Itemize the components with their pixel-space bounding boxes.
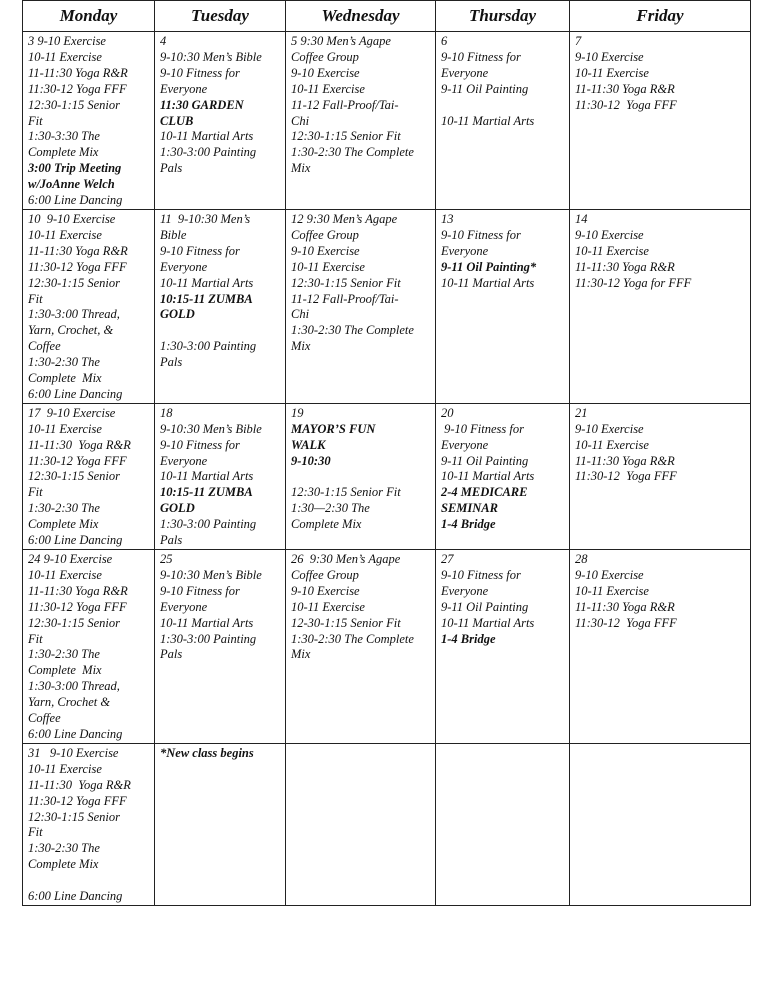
schedule-line: 6:00 Line Dancing: [28, 726, 123, 741]
schedule-line: 1:30-3:30 The: [28, 129, 100, 144]
schedule-line: Coffee Group: [291, 227, 359, 242]
schedule-line: Coffee: [28, 339, 61, 354]
day-cell: [570, 550, 751, 744]
day-cell: [570, 403, 751, 549]
schedule-line: 10-11 Exercise: [28, 567, 102, 582]
schedule-line: 14: [575, 211, 588, 226]
schedule-line: Everyone: [441, 583, 489, 598]
schedule-line: Pals: [160, 161, 183, 176]
day-cell: [286, 403, 436, 549]
schedule-line: 12-30-1:15 Senior Fit: [291, 615, 401, 630]
schedule-line: 10-11 Martial Arts: [441, 275, 535, 290]
day-cell: [23, 743, 155, 905]
schedule-line: 2-4 MEDICARE: [441, 485, 528, 500]
day-cell: [23, 550, 155, 744]
schedule-line: 10:15-11 ZUMBA: [160, 485, 253, 500]
schedule-line: 7: [575, 34, 582, 48]
schedule-line: 25: [160, 552, 173, 566]
schedule-line: [160, 323, 281, 339]
day-cell: [155, 209, 286, 403]
schedule-line: 11:30-12 Yoga FFF: [28, 793, 127, 808]
schedule-line: Mix: [291, 339, 311, 354]
day-header-friday: Friday: [570, 1, 751, 32]
schedule-line: 11-11:30 Yoga R&R: [575, 81, 675, 96]
calendar-table: [22, 0, 751, 906]
schedule-line: 11-11:30 Yoga R&R: [575, 599, 675, 614]
schedule-line: 9-10 Fitness for: [160, 65, 240, 80]
schedule-line: 9-10 Fitness for: [441, 227, 521, 242]
schedule-line: 1:30-3:00 Painting: [160, 631, 257, 646]
schedule-line: 6:00 Line Dancing: [28, 533, 123, 548]
schedule-line: Fit: [28, 291, 43, 306]
day-cell: [436, 743, 570, 905]
schedule-line: 9-10 Exercise: [575, 227, 644, 242]
schedule-line: 6:00 Line Dancing: [28, 386, 123, 401]
schedule-line: 10-11 Exercise: [28, 227, 102, 242]
schedule-line: 9-10:30 Men’s Bible: [160, 567, 262, 582]
schedule-line: 4: [160, 34, 167, 48]
day-cell: [155, 550, 286, 744]
schedule-line: 20: [441, 405, 454, 420]
schedule-line: 12:30-1:15 Senior Fit: [291, 275, 401, 290]
schedule-line: 6: [441, 34, 448, 48]
schedule-line: 10-11 Martial Arts: [441, 113, 535, 128]
schedule-line: Bible: [160, 227, 187, 242]
schedule-line: 27: [441, 552, 454, 566]
day-cell: [436, 403, 570, 549]
week-row: [23, 403, 751, 549]
schedule-line: 9-10:30 Men’s Bible: [160, 421, 262, 436]
schedule-line: 10-11 Martial Arts: [160, 275, 254, 290]
schedule-line: Everyone: [441, 243, 489, 258]
schedule-line: 9-10 Fitness for: [441, 567, 521, 582]
schedule-line: 17 9-10 Exercise: [28, 405, 116, 420]
schedule-line: 12 9:30 Men’s Agape: [291, 211, 398, 226]
schedule-line: 11:30-12 Yoga FFF: [575, 97, 677, 112]
schedule-line: 6:00 Line Dancing: [28, 193, 123, 208]
schedule-line: 18: [160, 405, 173, 420]
schedule-line: Yarn, Crochet, &: [28, 323, 114, 338]
schedule-line: 11 9-10:30 Men’s: [160, 211, 251, 226]
schedule-line: 10-11 Exercise: [575, 437, 649, 452]
schedule-line: Pals: [160, 533, 183, 548]
week-row: [23, 550, 751, 744]
schedule-line: 9-10:30 Men’s Bible: [160, 49, 262, 64]
schedule-line: 1:30—2:30 The: [291, 501, 370, 516]
day-cell: [570, 209, 751, 403]
schedule-line: 10-11 Exercise: [28, 421, 102, 436]
schedule-line: Everyone: [160, 81, 208, 96]
schedule-line: GOLD: [160, 307, 195, 322]
schedule-line: 26 9:30 Men’s Agape: [291, 552, 401, 566]
schedule-line: 1:30-2:30 The: [28, 841, 100, 856]
schedule-line: 9-11 Oil Painting: [441, 81, 529, 96]
week-row: [23, 743, 751, 905]
schedule-line: MAYOR’S FUN: [291, 421, 376, 436]
schedule-line: 10-11 Martial Arts: [441, 469, 535, 484]
schedule-line: 9-10 Exercise: [575, 49, 644, 64]
schedule-line: Mix: [291, 161, 311, 176]
schedule-line: 10:15-11 ZUMBA: [160, 291, 253, 306]
schedule-line: Fit: [28, 631, 43, 646]
week-row: [23, 209, 751, 403]
schedule-line: 11-11:30 Yoga R&R: [28, 777, 131, 792]
schedule-line: 1:30-2:30 The Complete: [291, 631, 414, 646]
schedule-line: 11:30-12 Yoga FFF: [28, 453, 127, 468]
schedule-line: 9-11 Oil Painting: [441, 453, 529, 468]
schedule-line: [441, 98, 565, 114]
schedule-line: 9-11 Oil Painting*: [441, 259, 537, 274]
day-cell: [570, 32, 751, 210]
schedule-line: Fit: [28, 825, 43, 840]
schedule-line: Complete Mix: [28, 145, 99, 160]
schedule-line: Everyone: [160, 599, 208, 614]
schedule-line: 1:30-2:30 The: [28, 501, 100, 516]
schedule-line: 10-11 Exercise: [291, 259, 365, 274]
schedule-line: 11-11:30 Yoga R&R: [28, 437, 131, 452]
schedule-line: 12:30-1:15 Senior Fit: [291, 485, 401, 500]
schedule-line: Complete Mix: [28, 517, 99, 532]
schedule-line: 11-11:30 Yoga R&R: [28, 65, 128, 80]
schedule-line: 10-11 Martial Arts: [441, 615, 535, 630]
schedule-line: 10-11 Martial Arts: [160, 615, 254, 630]
schedule-line: Everyone: [160, 259, 208, 274]
schedule-line: 9-10 Fitness for: [441, 421, 524, 436]
schedule-line: Coffee Group: [291, 49, 359, 64]
schedule-line: 12:30-1:15 Senior: [28, 97, 120, 112]
schedule-line: WALK: [291, 437, 326, 452]
schedule-line: Complete Mix: [28, 371, 102, 386]
schedule-line: 9-10 Fitness for: [441, 49, 521, 64]
schedule-line: 1:30-3:00 Thread,: [28, 307, 120, 322]
schedule-line: Coffee: [28, 711, 61, 726]
schedule-line: 12:30-1:15 Senior: [28, 275, 120, 290]
day-cell: [436, 209, 570, 403]
schedule-line: 10-11 Exercise: [575, 65, 649, 80]
schedule-line: 11:30-12 Yoga FFF: [28, 81, 127, 96]
schedule-line: 1-4 Bridge: [441, 631, 496, 646]
schedule-line: 9-10 Exercise: [291, 583, 360, 598]
schedule-line: 12:30-1:15 Senior: [28, 469, 120, 484]
schedule-line: 28: [575, 552, 588, 566]
schedule-line: Complete Mix: [291, 517, 362, 532]
schedule-line: 11-12 Fall-Proof/Tai-: [291, 97, 399, 112]
schedule-line: 11-11:30 Yoga R&R: [28, 583, 128, 598]
schedule-line: 3:00 Trip Meeting: [28, 161, 122, 176]
schedule-line: 11:30 GARDEN: [160, 97, 244, 112]
week-row: [23, 32, 751, 210]
day-cell: [155, 32, 286, 210]
schedule-line: Chi: [291, 307, 310, 322]
schedule-line: 10-11 Exercise: [28, 761, 102, 776]
schedule-line: 1:30-3:00 Painting: [160, 339, 257, 354]
day-cell: [286, 209, 436, 403]
day-cell: [436, 550, 570, 744]
schedule-line: 3 9-10 Exercise: [28, 34, 106, 48]
schedule-line: 24 9-10 Exercise: [28, 552, 113, 566]
day-cell: [23, 403, 155, 549]
schedule-line: [28, 873, 150, 889]
schedule-line: 6:00 Line Dancing: [28, 889, 123, 904]
schedule-line: 1-4 Bridge: [441, 517, 496, 532]
schedule-line: 13: [441, 211, 454, 226]
schedule-line: 12:30-1:15 Senior: [28, 809, 120, 824]
schedule-line: SEMINAR: [441, 501, 498, 516]
schedule-line: Mix: [291, 647, 311, 662]
schedule-line: Complete Mix: [28, 663, 102, 678]
schedule-line: Yarn, Crochet &: [28, 695, 111, 710]
schedule-line: 11:30-12 Yoga FFF: [28, 259, 127, 274]
schedule-line: 10-11 Exercise: [291, 81, 365, 96]
schedule-line: 10-11 Martial Arts: [160, 469, 254, 484]
schedule-line: 12:30-1:15 Senior Fit: [291, 129, 401, 144]
schedule-line: Fit: [28, 113, 43, 128]
schedule-line: 11:30-12 Yoga FFF: [28, 599, 127, 614]
schedule-line: 1:30-3:00 Thread,: [28, 679, 120, 694]
schedule-line: 9-10 Exercise: [575, 421, 644, 436]
schedule-line: 1:30-2:30 The: [28, 355, 100, 370]
schedule-line: 21: [575, 405, 588, 420]
schedule-line: 1:30-3:00 Painting: [160, 145, 257, 160]
schedule-line: 9-10 Exercise: [575, 567, 644, 582]
day-cell: [23, 32, 155, 210]
day-cell: [23, 209, 155, 403]
schedule-line: Pals: [160, 355, 183, 370]
schedule-line: 9-10 Fitness for: [160, 583, 240, 598]
schedule-line: 10-11 Exercise: [575, 243, 649, 258]
schedule-line: 12:30-1:15 Senior: [28, 615, 120, 630]
schedule-line: 9-10 Exercise: [291, 65, 360, 80]
day-cell: [286, 550, 436, 744]
schedule-line: 1:30-2:30 The Complete: [291, 145, 414, 160]
schedule-line: GOLD: [160, 501, 195, 516]
schedule-line: 11:30-12 Yoga FFF: [575, 615, 677, 630]
schedule-line: w/JoAnne Welch: [28, 177, 115, 192]
schedule-line: 11-11:30 Yoga R&R: [28, 243, 128, 258]
day-header-thursday: Thursday: [436, 1, 570, 32]
schedule-line: [291, 469, 431, 485]
schedule-line: 9-10 Exercise: [291, 243, 360, 258]
day-cell: [286, 743, 436, 905]
schedule-line: 9-10:30: [291, 453, 331, 468]
schedule-line: 11-12 Fall-Proof/Tai-: [291, 291, 399, 306]
schedule-line: 9-10 Fitness for: [160, 243, 240, 258]
day-cell: [436, 32, 570, 210]
schedule-line: 1:30-2:30 The Complete: [291, 323, 414, 338]
schedule-line: 31 9-10 Exercise: [28, 745, 119, 760]
schedule-line: 5 9:30 Men’s Agape: [291, 34, 391, 48]
schedule-line: 10-11 Exercise: [291, 599, 365, 614]
day-header-monday: Monday: [23, 1, 155, 32]
schedule-line: 1:30-3:00 Painting: [160, 517, 257, 532]
schedule-line: 10-11 Martial Arts: [160, 129, 254, 144]
day-cell: [155, 743, 286, 905]
schedule-line: 10 9-10 Exercise: [28, 211, 116, 226]
weekday-header-row: [23, 1, 751, 32]
schedule-line: Fit: [28, 485, 43, 500]
day-header-tuesday: Tuesday: [155, 1, 286, 32]
schedule-line: CLUB: [160, 113, 194, 128]
schedule-line: 19: [291, 405, 304, 420]
schedule-line: Everyone: [160, 453, 208, 468]
schedule-line: 1:30-2:30 The: [28, 647, 100, 662]
schedule-line: 10-11 Exercise: [28, 49, 102, 64]
schedule-line: *New class begins: [160, 745, 254, 760]
schedule-line: Everyone: [441, 65, 489, 80]
schedule-line: Chi: [291, 113, 310, 128]
day-header-wednesday: Wednesday: [286, 1, 436, 32]
schedule-line: Pals: [160, 647, 183, 662]
schedule-line: 11:30-12 Yoga for FFF: [575, 275, 692, 290]
day-cell: [155, 403, 286, 549]
schedule-line: Coffee Group: [291, 567, 359, 582]
day-cell: [286, 32, 436, 210]
schedule-line: 10-11 Exercise: [575, 583, 649, 598]
schedule-line: 9-11 Oil Painting: [441, 599, 529, 614]
schedule-line: Complete Mix: [28, 857, 99, 872]
schedule-line: 9-10 Fitness for: [160, 437, 240, 452]
schedule-line: 11-11:30 Yoga R&R: [575, 259, 675, 274]
schedule-line: 11:30-12 Yoga FFF: [575, 469, 677, 484]
schedule-line: Everyone: [441, 437, 489, 452]
schedule-line: 11-11:30 Yoga R&R: [575, 453, 675, 468]
day-cell: [570, 743, 751, 905]
